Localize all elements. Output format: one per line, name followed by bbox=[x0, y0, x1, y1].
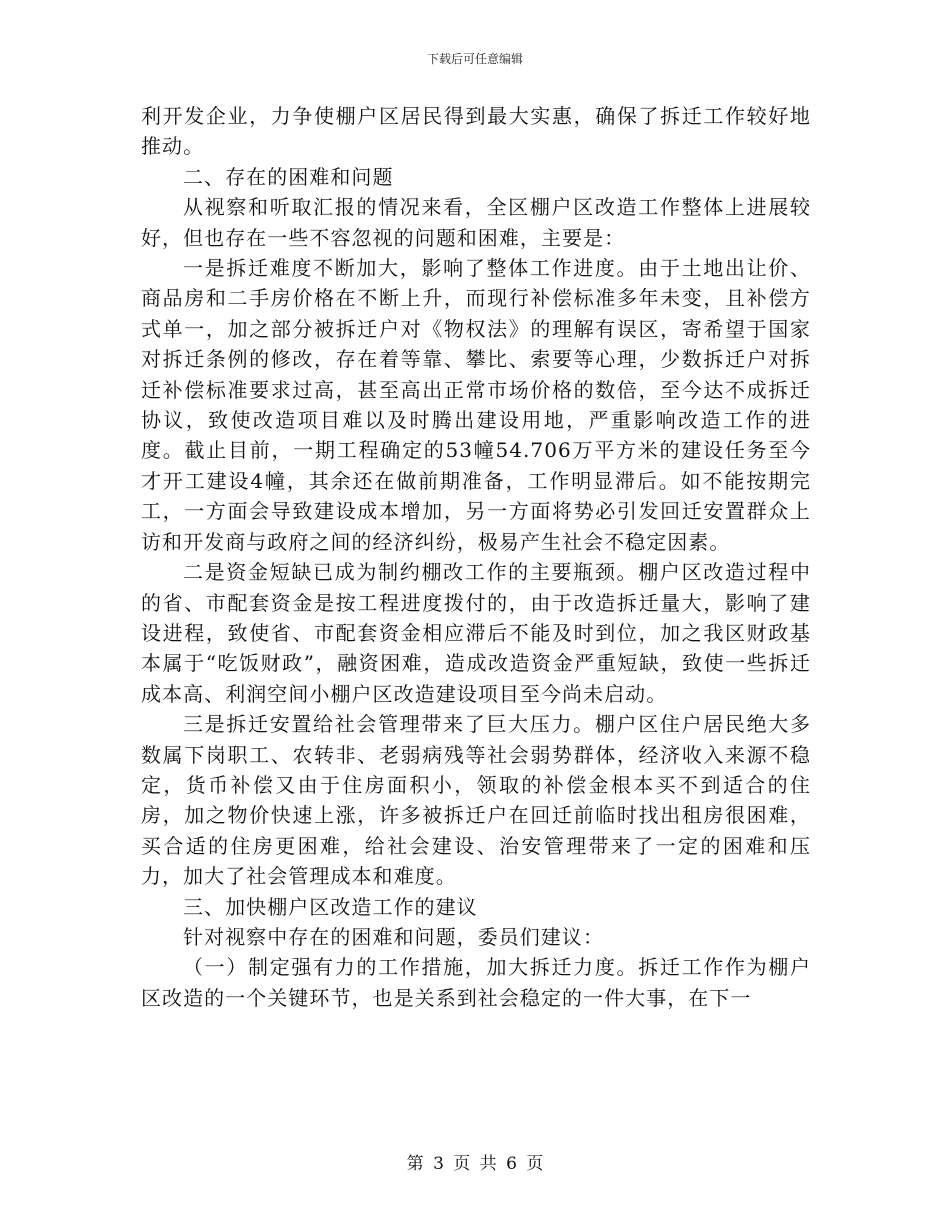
paragraph: 一是拆迁难度不断加大，影响了整体工作进度。由于土地出让价、商品房和二手房价格在不断上升，而现行补偿标准多年未变，且补偿方式单一，加之部分被拆迁户对《物权法》的理解有误区，寄希望于国家对拆迁条例的修改，存在着等靠、攀比、索要等心理，少数拆迁户对拆迁补偿标准要求过高，甚至高出正常市场价格的数倍，至今达不成拆迁协议，致使改造项目难以及时腾出建设用地，严重影响改造工作的进度。截止目前，一期工程确定的53幢54.706万平方米的建设任务至今才开工建设4幢，其余还在做前期准备，工作明显滞后。如不能按期完工，一方面会导致建设成本增加，另一方面将势必引发回迁安置群众上访和开发商与政府之间的经济纠纷，极易产生社会不稳定因素。 bbox=[141, 256, 811, 554]
paragraph: 针对视察中存在的困难和问题，委员们建议： bbox=[183, 924, 604, 949]
page-number: 第 3 页 共 6 页 bbox=[406, 1154, 544, 1174]
section-heading: 三、加快棚户区改造工作的建议 bbox=[183, 894, 478, 919]
page-header bbox=[0, 51, 950, 67]
paragraph: 二是资金短缺已成为制约棚改工作的主要瓶颈。棚户区改造过程中的省、市配套资金是按工程进度拨付的，由于改造拆迁量大，影响了建设进程，致使省、市配套资金相应滞后不能及时到位，加之我区财政基本属于“吃饭财政”，融资困难，造成改造资金严重短缺，致使一些拆迁成本高、利润空间小棚户区改造建设项目至今尚未启动。 bbox=[141, 560, 811, 706]
paragraph: 利开发企业，力争使棚户区居民得到最大实惠，确保了拆迁工作较好地推动。 bbox=[141, 104, 811, 159]
paragraph: （一）制定强有力的工作措施，加大拆迁力度。拆迁工作作为棚户区改造的一个关键环节，也是关系到社会稳定的一件大事，在下一 bbox=[141, 955, 811, 1010]
paragraph: 从视察和听取汇报的情况来看，全区棚户区改造工作整体上进展较好，但也存在一些不容忽视的问题和困难，主要是： bbox=[141, 195, 811, 250]
header-note: 下载后可任意编辑 bbox=[426, 52, 523, 66]
section-heading: 二、存在的困难和问题 bbox=[183, 164, 394, 189]
document-body bbox=[141, 101, 811, 1013]
paragraph: 三是拆迁安置给社会管理带来了巨大压力。棚户区住户居民绝大多数属下岗职工、农转非、老弱病残等社会弱势群体，经济收入来源不稳定，货币补偿又由于住房面积小，领取的补偿金根本买不到适合的住房，加之物价快速上涨，许多被拆迁户在回迁前临时找出租房很困难，买合适的住房更困难，给社会建设、治安管理带来了一定的困难和压力，加大了社会管理成本和难度。 bbox=[141, 712, 811, 889]
page-footer bbox=[0, 1153, 950, 1175]
